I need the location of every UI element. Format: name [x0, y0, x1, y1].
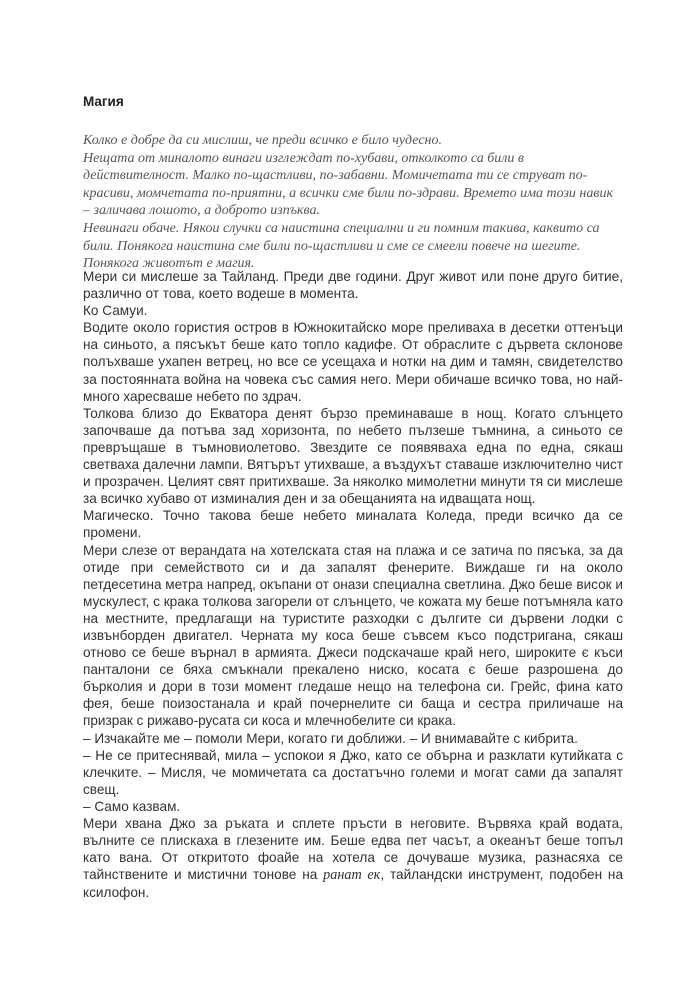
epigraph-line: Колко е добре да си мислиш, че преди всичко е било чудесно.	[83, 133, 442, 148]
body-paragraph: Мери слезе от верандата на хотелската стая на плажа и се затича по пясъка, за да отиде при семейството си и да запалят фенерите. Виждаше ги на около петдесетина метра напред, окъпани от онази специална светлина. Джо беше висок и мускулест, с крака толкова загорели от слънцето, че кожата му беше потъмняла като на местните, предлагащи на туристите разходки с дългите си дървени лодки с извънборден двигател. Черната му коса беше съвсем късо подстригана, сякаш отново се беше върнал в армията. Джеси подскачаше край него, широките є къси панталони се бяха смъкнали прекалено ниско, косата є беше разрошена до бърколия и дори в този момент гледаше нещо на телефона си. Грейс, фина като фея, беше поизостанала и край почернелите си баща и сестра приличаше на призрак с рижаво-русата си коса и млечнобелите си крака.	[83, 542, 623, 729]
body-paragraph: Мери си мислеше за Тайланд. Преди две години. Друг живот или поне друго битие, различно от това, което водеше в момента.	[83, 269, 623, 302]
body-text	[83, 268, 623, 901]
dialogue-line: – Само казвам.	[83, 798, 181, 814]
epigraph-line: Невинаги обаче. Някои случки са наистина специални и ги помним такива, каквито са били. Понякога наистина сме били по-щастливи и сме се смеели повече на шегите.	[83, 220, 600, 254]
italic-term: ранат ек	[323, 867, 381, 884]
epigraph-line: Нещата от миналото винаги изглеждат по-хубави, отколкото са били в действителност. Малко по-щастливи, по-забавни. Момичетата ти се струват по-красиви, момчетата по-приятни, а всички сме били по-здрави. Времето има този навик – заличава лошото, а доброто изпъква.	[83, 150, 613, 219]
body-paragraph: Магическо. Точно такова беше небето миналата Коледа, преди всичко да се промени.	[83, 508, 623, 541]
body-paragraph-last	[83, 815, 623, 901]
dialogue-line: – Изчакайте ме – помоли Мери, когато ги доближи. – И внимавайте с кибрита.	[83, 730, 578, 746]
body-paragraph: Водите около гористия остров в Южнокитайско море преливаха в десетки оттенъци на синьото, а пясъкът беше като топло кадифе. От обраслите с дървета склонове полъхваше ухапен ветрец, но все се усещаха и нотки на дим и тамян, свидетелство за постоянната война на човека със самия него. Мери обичаше всичко това, но най-много харесваше небето по здрач.	[83, 320, 623, 404]
text-run: Мери хвана Джо за ръката и сплете пръсти в неговите. Вървяха край водата, вълните се плискаха в глезените им. Беше едва пет часът, а океанът беше топъл като вана. От откритото фоайе на хотела се дочуваше музика, разнасяха се тайнствените и мистични тонове на	[83, 816, 623, 883]
dialogue-line: – Не се притеснявай, мила – успокои я Джо, като се обърна и разклати кутийката с клечките. – Мисля, че момичетата са достатъчно големи и могат сами да запалят свещ.	[83, 747, 623, 797]
body-paragraph: Ко Самуи.	[83, 303, 148, 319]
epigraph-line: Понякога животът е магия.	[83, 256, 255, 272]
body-paragraph: Толкова близо до Екватора денят бързо преминаваше в нощ. Когато слънцето започваше да потъва зад хоризонта, по небето пълзеше тъмнина, а синьото се превръщаше в тъмновиолетово. Звездите се появяваха една по една, сякаш светваха далечни лампи. Вятърът утихваше, а въздухът ставаше изключително чист и прозрачен. Целият свят притихваше. За няколко мимолетни минути тя си мислеше за всичко хубаво от изминалия ден и за обещанията на идващата нощ.	[83, 405, 623, 507]
epigraph	[83, 132, 623, 273]
document-title: Магия	[83, 94, 124, 109]
text-run: , тайландски инструмент, подобен на ксилофон.	[83, 867, 624, 901]
